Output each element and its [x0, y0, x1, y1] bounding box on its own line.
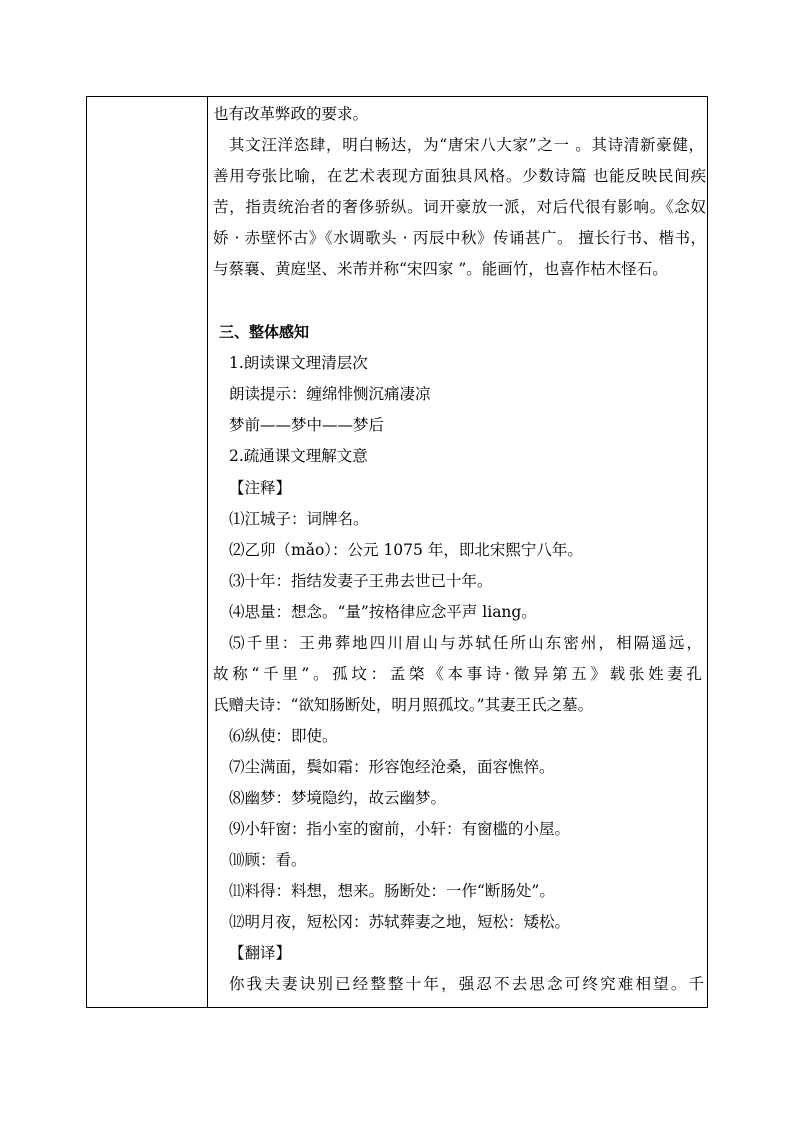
- translation-text: 你我夫妻诀别已经整整十年，强忍不去思念可终究难相望。千: [229, 975, 704, 993]
- text-line: 与蔡襄、黄庭坚、米芾并称“宋四家 ”。能画竹，也喜作枯木怪石。: [213, 260, 668, 278]
- note-item: ⑺尘满面，鬓如霜：形容饱经沧桑，面容憔悴。: [229, 758, 555, 776]
- note-item: ⑴江城子：词牌名。: [229, 510, 369, 528]
- notes-heading: 【注释】: [229, 479, 292, 497]
- note-item: ⑾料得：料想，想来。肠断处：一作“断肠处”。: [229, 882, 555, 900]
- text-line: 2.疏通课文理解文意: [229, 447, 368, 465]
- note-item: ⑻幽梦：梦境隐约，故云幽梦。: [229, 789, 447, 807]
- right-column-cell: [209, 97, 707, 1007]
- note-item: ⑼小轩窗：指小室的窗前，小轩：有窗槛的小屋。: [229, 820, 571, 838]
- section-heading: 三、整体感知: [219, 323, 310, 341]
- note-item: 故称“千里”。孤坟：孟棨《本事诗·徵异第五》载张姓妻孔: [213, 665, 702, 683]
- note-item: ⑿明月夜，短松冈：苏轼葬妻之地，短松：矮松。: [229, 913, 571, 931]
- text-line: 娇 · 赤壁怀古》《水调歌头 · 丙辰中秋》传诵甚广。 擅长行书、楷书，: [213, 229, 706, 247]
- note-item: ⑸千里：王弗葬地四川眉山与苏轼任所山东密州，相隔遥远，: [229, 634, 702, 652]
- text-line: 苦，指责统治者的奢侈骄纵。词开豪放一派，对后代很有影响。《念奴: [213, 198, 706, 216]
- text-line: 善用夸张比喻，在艺术表现方面独具风格。少数诗篇 也能反映民间疾: [213, 167, 706, 185]
- translation-heading: 【翻译】: [229, 944, 292, 962]
- note-item: ⑹纵使：即使。: [229, 727, 338, 745]
- note-item: ⑵乙卯（mǎo）：公元 1075 年，即北宋熙宁八年。: [229, 541, 583, 559]
- text-line: 朗读提示：缠绵悱恻沉痛凄凉: [229, 385, 431, 403]
- note-item: 氏赠夫诗：“欲知肠断处，明月照孤坟。”其妻王氏之墓。: [213, 696, 594, 714]
- text-line: 1.朗读课文理清层次: [229, 354, 368, 372]
- note-item: ⑽顾：看。: [229, 851, 307, 869]
- text-line: 梦前——梦中——梦后: [229, 416, 385, 434]
- left-column-cell: [87, 97, 208, 1007]
- text-line: 其文汪洋恣肆，明白畅达，为“唐宋八大家”之一 。其诗清新豪健，: [229, 136, 704, 154]
- content-table: [86, 96, 708, 1008]
- text-line: 也有改革弊政的要求。: [213, 105, 369, 123]
- note-item: ⑶十年：指结发妻子王弗去世已十年。: [229, 572, 493, 590]
- note-item: ⑷思量：想念。“量”按格律应念平声 liang。: [229, 603, 537, 621]
